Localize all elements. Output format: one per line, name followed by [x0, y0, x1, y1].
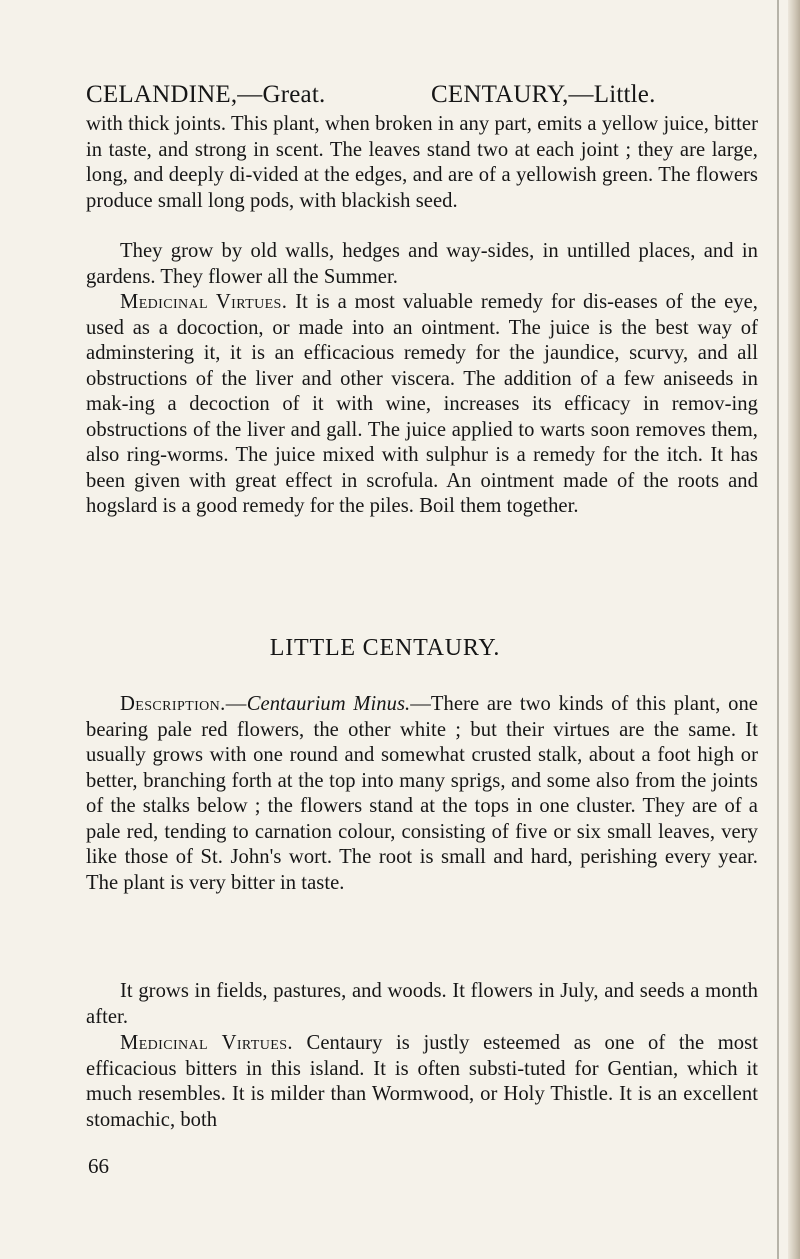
- virtues-label: Medicinal Virtues.: [120, 291, 288, 313]
- paragraph-centaury-description: [86, 692, 758, 896]
- paragraph-text: Centaury is justly esteemed as one of the most efficacious bitters in this island. It is often substi-tuted for Gentian, which it much resembles. It is milder than Wormwood, or Holy Thistle. It is an excellent stomachic, both: [86, 1032, 758, 1131]
- paragraph-celandine-description: [86, 112, 758, 214]
- paragraph-line: [86, 692, 758, 896]
- paragraph-text: —There are two kinds of this plant, one bearing pale red flowers, the other white ; but their virtues are the same. It usually grows with one round and somewhat crusted stalk, about a foot high or better, branching forth at the top into many sprigs, and some also from the joints of the stalks below ; the flowers stand at the tops in one cluster. They are of a pale red, tending to carnation colour, consisting of five or six small leaves, very like those of St. John's wort. The root is small and hard, perishing every year. The plant is very bitter in taste.: [86, 693, 758, 894]
- paragraph-centaury-virtues: [86, 1031, 758, 1133]
- paragraph-text: with thick joints. This plant, when broken in any part, emits a yellow juice, bitter in taste, and strong in scent. The leaves stand two at each joint ; they are large, long, and deeply di-vided at the edges, and are of a yellowish green. The flowers produce small long pods, with blackish seed.: [86, 113, 758, 212]
- virtues-label: Medicinal Virtues.: [120, 1032, 293, 1054]
- paragraph-line: [86, 239, 758, 290]
- paragraph-line: [86, 290, 758, 520]
- description-label: Description.—: [120, 693, 247, 715]
- paragraph-text: They grow by old walls, hedges and way-sides, in untilled places, and in gardens. They flower all the Summer.: [86, 240, 758, 288]
- paragraph-centaury-habitat: [86, 979, 758, 1030]
- paragraph-text: It grows in fields, pastures, and woods. It flowers in July, and seeds a month after.: [86, 980, 758, 1028]
- latin-name: Centaurium Minus.: [246, 693, 411, 715]
- running-head-left: CELANDINE,—Great.: [86, 81, 326, 108]
- running-head-right: CENTAURY,—Little.: [431, 81, 656, 108]
- running-head: [86, 76, 736, 114]
- paragraph-celandine-virtues: [86, 290, 758, 520]
- paragraph-line: [86, 1031, 758, 1133]
- page-edge-shadow: [788, 0, 800, 1259]
- page-edge-line: [777, 0, 779, 1259]
- page-number: 66: [88, 1154, 109, 1178]
- paragraph-line: [86, 979, 758, 1030]
- section-title: LITTLE CENTAURY.: [269, 635, 501, 661]
- paragraph-text: It is a most valuable remedy for dis-eases of the eye, used as a docoction, or made into an ointment. The juice is the best way of adminstering it, it is an efficacious remedy for the jaundice, scurvy, and all obstructions of the liver and other viscera. The addition of a few aniseeds in mak-ing a decoction of it with wine, increases its efficacy in remov-ing obstructions of the liver and gall. The juice applied to warts soon removes them, also ring-worms. The juice mixed with sulphur is a remedy for the itch. It has been given with great effect in scrofula. An ointment made of the roots and hogslard is a good remedy for the piles. Boil them together.: [86, 291, 758, 517]
- paragraph-celandine-habitat: [86, 239, 758, 290]
